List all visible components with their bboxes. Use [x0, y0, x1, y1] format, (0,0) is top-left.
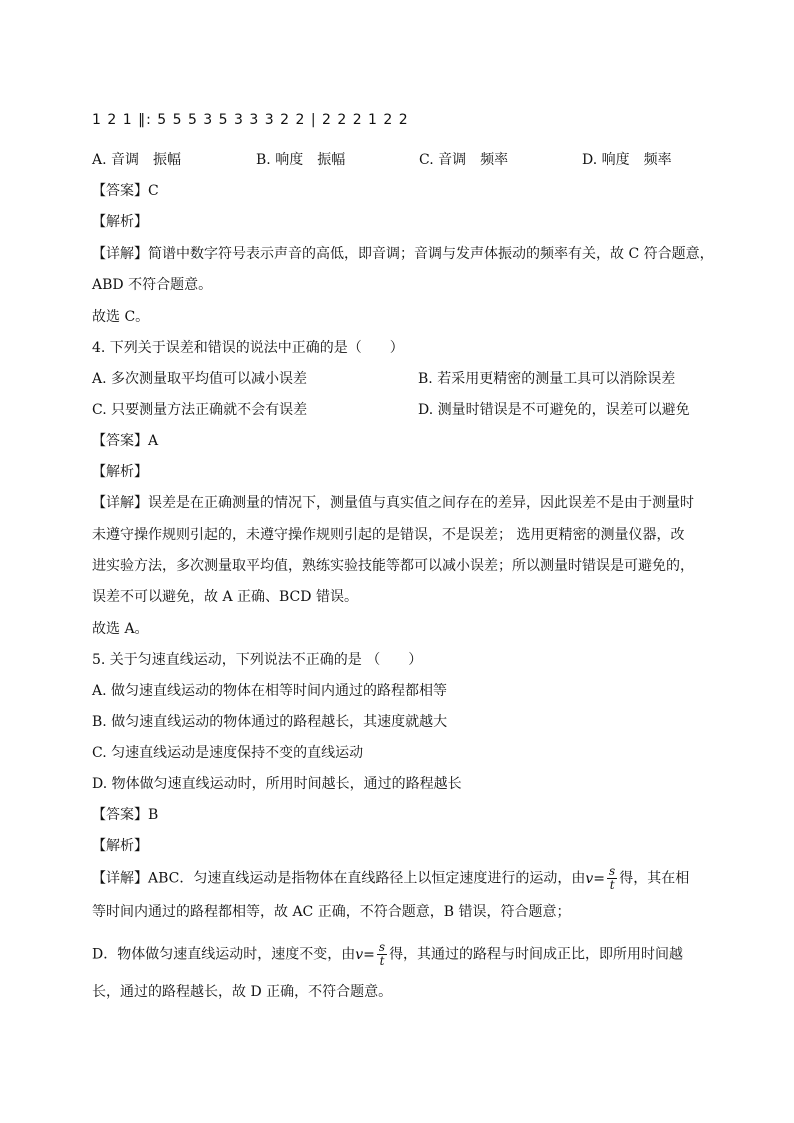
q5-detail-text: 得，其在相: [619, 870, 690, 887]
formula-eq: =: [363, 946, 375, 963]
speed-formula: [585, 864, 619, 892]
q4-options-row-2: [92, 400, 712, 420]
formula-denominator: t: [379, 954, 385, 968]
q5-detail-line: 等时间内通过的路程都相等，故 AC 正确，不符合题意，B 错误，符合题意；: [92, 904, 571, 920]
q3-detail-line: ABD 不符合题意。: [92, 277, 213, 293]
formula-denominator: t: [609, 878, 615, 892]
q5-option-b[interactable]: B. 做匀速直线运动的物体通过的路程越长，其速度就越大: [92, 714, 448, 730]
q4-option-d[interactable]: D. 测量时错误是不可避免的，误差可以避免: [418, 402, 690, 418]
formula-lhs: v: [355, 946, 364, 963]
q5-detail-text: 【详解】ABC．匀速直线运动是指物体在直线路径上以恒定速度进行的运动，由: [92, 870, 586, 887]
q5-detail-text: 得，其通过的路程与时间成正比，即所用时间越: [389, 946, 684, 963]
q5-answer: 【答案】B: [92, 807, 159, 823]
q4-detail-line: 进实验方法，多次测量取平均值，熟练实验技能等都可以减小误差；所以测量时错误是可避免的，: [92, 558, 694, 574]
formula-fraction: [607, 865, 617, 892]
speed-formula: [355, 940, 389, 968]
formula-fraction: [377, 941, 387, 968]
q4-detail-line: 误差不可以避免，故 A 正确、BCD 错误。: [92, 589, 358, 605]
q5-option-c[interactable]: C. 匀速直线运动是速度保持不变的直线运动: [92, 745, 364, 761]
q5-option-a[interactable]: A. 做匀速直线运动的物体在相等时间内通过的路程都相等: [92, 683, 448, 699]
q5-detail-line-with-formula: [92, 941, 683, 968]
q3-option-b[interactable]: B. 响度 振幅: [256, 152, 346, 168]
q4-stem: 4. 下列关于误差和错误的说法中正确的是（ ）: [92, 340, 404, 356]
q3-options: [92, 150, 712, 170]
q3-conclusion: 故选 C。: [92, 309, 150, 325]
formula-numerator: s: [378, 940, 386, 954]
q5-detail-text: D．物体做匀速直线运动时，速度不变，由: [92, 946, 356, 963]
q4-detail-line: 未遵守操作规则引起的，未遵守操作规则引起的是错误，不是误差； 选用更精密的测量仪器，改: [92, 527, 685, 543]
q3-detail-line: 【详解】简谱中数字符号表示声音的高低，即音调；音调与发声体振动的频率有关，故 C 符合题意，: [92, 246, 714, 262]
q4-options-row-1: [92, 369, 712, 389]
q5-detail-line: 长，通过的路程越长，故 D 正确，不符合题意。: [92, 984, 393, 1000]
q5-analysis-label: 【解析】: [92, 838, 148, 854]
q4-answer: 【答案】A: [92, 433, 159, 449]
q3-option-c[interactable]: C. 音调 频率: [419, 152, 509, 168]
q3-option-d[interactable]: D. 响度 频率: [582, 152, 672, 168]
formula-numerator: s: [609, 864, 616, 878]
q4-conclusion: 故选 A。: [92, 621, 149, 637]
formula-lhs: v: [585, 870, 594, 887]
q4-analysis-label: 【解析】: [92, 464, 148, 480]
q4-option-c[interactable]: C. 只要测量方法正确就不会有误差: [92, 402, 308, 418]
q5-stem: 5. 关于匀速直线运动，下列说法不正确的是 （ ）: [92, 652, 423, 668]
q5-detail-line-with-formula: [92, 865, 689, 892]
formula-eq: =: [593, 870, 606, 887]
q3-analysis-label: 【解析】: [92, 214, 148, 230]
q3-option-a[interactable]: A. 音调 振幅: [92, 152, 182, 168]
q3-answer: 【答案】C: [92, 183, 159, 199]
music-notation: [92, 112, 409, 128]
q4-detail-line: 【详解】误差是在正确测量的情况下，测量值与真实值之间存在的差异，因此误差不是由于测量时: [92, 495, 694, 511]
q4-option-a[interactable]: A. 多次测量取平均值可以减小误差: [92, 371, 308, 387]
q5-option-d[interactable]: D. 物体做匀速直线运动时，所用时间越长，通过的路程越长: [92, 776, 462, 792]
notation-text: 1 2 1 ‖: 5 5 5 3 5 3 3 3 2 2 | 2 2 2 1 2 2: [92, 112, 409, 128]
q4-option-b[interactable]: B. 若采用更精密的测量工具可以消除误差: [418, 371, 676, 387]
